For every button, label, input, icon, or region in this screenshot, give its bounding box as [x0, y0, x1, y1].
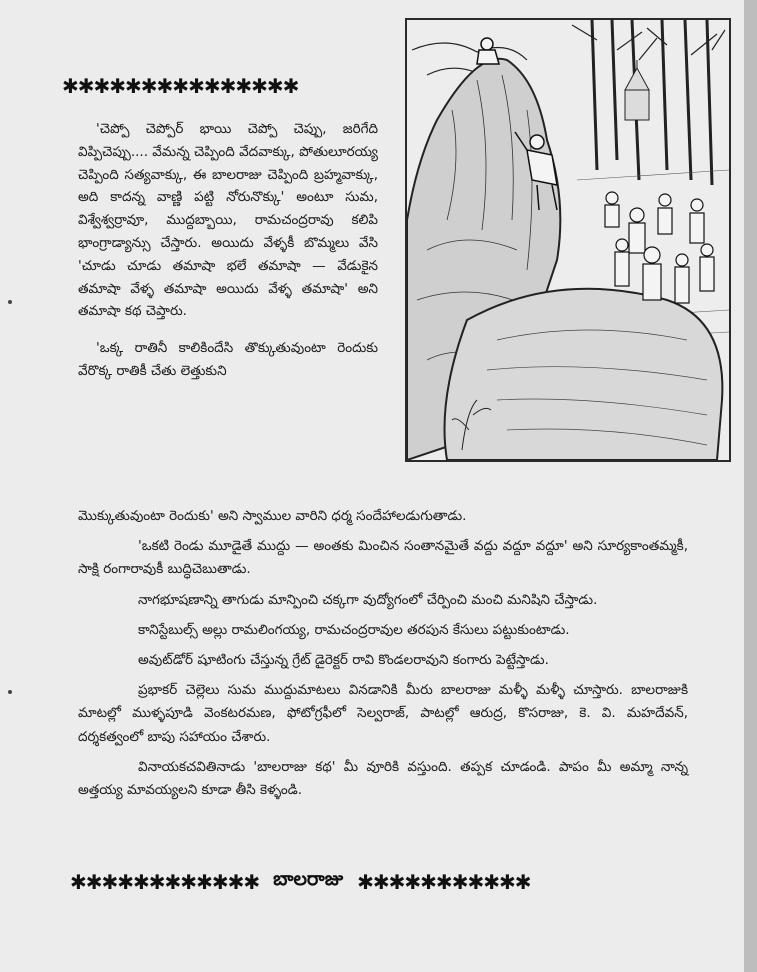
paragraph-9: వినాయకచవితినాడు 'బాలరాజు కథ' మీ వూరికి వస్తుంది. తప్పక చూడండి. పాపం మీ అమ్మా నాన్న అత్తయ్య మావయ్యలని కూడా తీసి కెళ్ళండి. [78, 758, 688, 799]
paragraph-8: ప్రభాకర్ చెల్లెలు సుమ ముద్దుమాటలు వినడానికి మీరు బాలరాజు మళ్ళీ మళ్ళీ చూస్తారు. బాలరాజుకి మాటల్లో ముళ్ళపూడి వెంకటరమణ, ఫోటోగ్రఫీలో సెల్వరాజ్, పాటల్లో ఆరుద్ర, కొసరాజు, కె. వి. మహదేవన్, దర్శకత్వంలో బాపు సహాయం చేశారు. [78, 682, 688, 745]
paragraph-1: 'చెప్పో చెప్పోర్ భాయి చెప్పో చెప్పు, జరిగేది విప్పిచెప్పు.... వేమన్న చెప్పింది వేదవాక్కు, పోతులూరయ్య చెప్పింది సత్యవాక్కు, ఈ బాలరాజు చెప్పింది బ్రహ్మవాక్కు, అది కాదన్న వాణ్ణి పట్టి నోరునొక్కు' అంటూ సుమ, విశ్వేశ్వర్రావూ, ముద్దబ్బాయి, రామచంద్రరావు కలిపి భాంగ్రాడ్యాన్సు చేస్తారు. అయిదు వేళ్ళకీ బొమ్మలు వేసి 'చూడు చూడు తమాషా భలే తమాషా — వేడుకైన తమాషా వేళ్ళ తమాషా అయిదు వేళ్ళ తమాషా' అని తమాషా కథ చెప్తారు. [78, 121, 378, 320]
paragraph-5: నాగభూషణాన్ని తాగుడు మాన్పించి చక్కగా వుద్యోగంలో చేర్పించి మంచి మనిషిని చేస్తాడు. [138, 591, 598, 608]
page-edge [744, 0, 757, 972]
margin-dot [8, 690, 12, 694]
footer-left-ornament: ✱✱✱✱✱✱✱✱✱✱✱✱ [70, 869, 260, 894]
paragraph-4: 'ఒకటి రెండు మూడైతే ముద్దు — అంతకు మించిన సంతానమైతే వద్దు వద్దూ వద్దూ' అని సూర్యకాంతమ్మకీ, సాక్షి రంగారావుకీ బుద్ధిచెబుతాడు. [78, 538, 688, 578]
illustration-icon [405, 18, 731, 462]
paragraph-2: 'ఒక్క రాతినీ కాలికిందేసి తొక్కుతువుంటా రెందుకు వేరొక్క రాతికీ చేతు లెత్తుకుని [78, 340, 378, 379]
margin-dot [8, 300, 12, 304]
footer-right-ornament: ✱✱✱✱✱✱✱✱✱✱✱ [357, 869, 531, 894]
full-width-text [78, 505, 688, 809]
paragraph-6: కానిస్టేబుల్స్ అల్లు రామలింగయ్య, రామచంద్రరావుల తరపున కేసులు పట్టుకుంటాడు. [138, 621, 570, 638]
paragraph-3: మొక్కుతువుంటా రెందుకు' అని స్వాముల వారిని ధర్మ సందేహాలడుగుతాడు. [78, 508, 467, 524]
left-text-column [78, 118, 378, 383]
footer-title: బాలరాజు [273, 868, 344, 890]
top-ornament-border: ✱✱✱✱✱✱✱✱✱✱✱✱✱✱✱ [62, 74, 299, 98]
paragraph-7: అవుట్‌డోర్ షూటింగు చేస్తున్న గ్రేట్ డైరెక్టర్ రావి కొండలరావుని కంగారు పెట్టేస్తాడు. [138, 652, 549, 669]
footer-banner [70, 868, 530, 895]
